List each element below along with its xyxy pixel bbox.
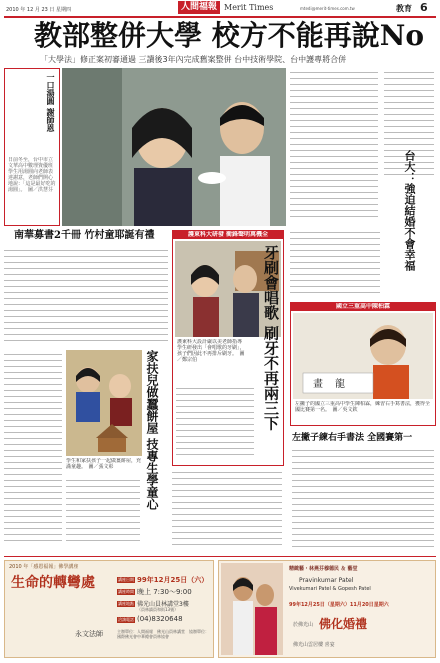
side-box-title: 一口湯圓 謝師恩 <box>46 73 56 132</box>
ad-left-phone-label: 洽詢電話 <box>118 617 134 622</box>
svg-text:畫: 畫 <box>313 379 323 390</box>
box2-headline: 左撇子練右手書法 全國賽第一 <box>292 433 413 443</box>
ad-right-photo <box>221 563 283 655</box>
story2-body <box>4 246 170 346</box>
masthead-logo: 人間福報 <box>178 1 220 14</box>
ad-right-line2: Vivekumari Patel & Gopesh Patel <box>289 586 371 592</box>
ad-left-time-label: 講座時間 <box>118 589 134 594</box>
masthead-page-number: 6 <box>420 1 428 14</box>
story3-vertical-title: 家扶兒做蠶餅屋 技專生學童心 <box>145 350 159 511</box>
box1-body <box>176 386 256 462</box>
ad-left-place: 佛光山員林講堂3樓 <box>137 601 189 608</box>
main-body-text-a <box>4 140 60 220</box>
main-photo-illustration <box>62 68 286 226</box>
ad-left-date-label: 講座日期 <box>118 577 134 582</box>
box1-body-lines <box>176 386 256 462</box>
box1-lower-body <box>172 470 284 550</box>
box1-tag: 護東科大研發 衝鋒聲明萬機全 <box>173 231 283 239</box>
ad-left-time: 晚上 7:30～9:00 <box>137 588 192 596</box>
ad-left-phone: (04)8320648 <box>137 615 183 623</box>
box2 <box>290 302 436 426</box>
ad-right-date: 99年12月25日（星期六）11月20日星期六 <box>289 602 389 608</box>
ad-right-couple-illustration <box>221 563 283 655</box>
ad-right-header: 精緻藝・林燕芬穆德民 ＆ 藝堂 <box>289 566 358 572</box>
masthead-section-en: Merit Times <box>224 3 274 12</box>
box1-caption: 護東科大設計嚴以美老師指導學生研發出「會唱歌的牙刷」，孩子們因此不再排斥刷牙。 圖／鄭宗伯 <box>177 339 245 363</box>
main-subhead: 「大學法」修正案初審通過 三讀後3年內完成舊案整併 台中技術學院、台中護專將合併 <box>40 55 347 64</box>
box1-lower-lines <box>172 470 284 550</box>
main-body-text-lines <box>290 68 380 226</box>
ad-right-tagline: 佛光山雲居樓 喜宴 <box>293 642 335 648</box>
masthead-date: 2010 年 12 月 23 日 星期四 <box>6 7 71 13</box>
story2-body-lines <box>4 246 170 346</box>
story3-caption: 學生和家扶孩子一起做薑餅屋，充滿童趣。 圖／張文彰 <box>66 458 142 470</box>
ad-left-org: 主辦單位：人間福報 佛光山員林講堂 協辦單位：國際佛光會中華總會員林協會 <box>117 629 209 639</box>
main-body-columns <box>290 68 380 226</box>
ad-left-title: 生命的轉彎處 <box>11 575 95 591</box>
ad-left-speaker: 永文法師 <box>75 630 103 638</box>
ad-right-brand: 佛化婚禮 <box>319 617 368 631</box>
box2-caption: 左撇子的國立三重高中學生陳柏霖，練習右手寫書法，獲得全國比賽第一名。 圖／吳文欽 <box>295 401 431 413</box>
story2-headline: 南華募書2千冊 竹村童耶誕有禮 <box>14 230 155 241</box>
main-headline: 教部整併大學 校方不能再說No <box>34 19 425 52</box>
story3-body <box>4 350 64 546</box>
box2-tag: 國立三重高中陳柏霖 <box>291 303 435 311</box>
ad-left-place-label: 講座地點 <box>118 601 134 606</box>
svg-text:龍: 龍 <box>335 379 345 390</box>
ad-right-venue: 於佛光山 <box>293 622 314 628</box>
ad-left-place-note: （員林鎮員和街13號） <box>137 607 179 612</box>
box2-body <box>292 448 436 552</box>
ad-top-rule <box>4 556 436 557</box>
right-feature-title: 台大：強迫結婚不會幸福 <box>403 150 416 271</box>
story3-body-b <box>66 476 142 546</box>
masthead-rule <box>4 16 436 18</box>
middle-column-text <box>290 230 436 298</box>
story3-body-lines <box>4 350 64 546</box>
story3-body-b-lines <box>66 476 142 546</box>
side-box-caption: 日前冬至，台中市立文華高中數理資優班學生用湯圓向老師表達謝意，老師們開心地說：「這是最好吃的湯圓」。 圖／洪慧芬 <box>8 157 56 193</box>
box2-photo-illustration <box>293 313 433 399</box>
box1-vertical-title: 牙刷會唱歌 刷牙不再兩三下 <box>262 245 280 431</box>
masthead-section: 教育 <box>396 4 412 13</box>
box2-photo <box>293 313 433 399</box>
ad-left <box>4 560 214 658</box>
story3-photo <box>66 350 142 456</box>
ad-left-header: 2010 年「感恩福報」佛學講座 <box>9 564 79 570</box>
ad-left-date: 99年12月25日（六） <box>137 576 209 584</box>
story3-photo-illustration <box>66 350 142 456</box>
middle-column-lines <box>290 230 436 298</box>
main-photo <box>62 68 286 226</box>
box2-body-lines <box>292 448 436 552</box>
ad-right <box>218 560 436 658</box>
masthead-url: mtedi@merit-times.com.tw <box>300 6 355 11</box>
ad-right-line1: Pravinkumar Patel <box>299 577 354 584</box>
